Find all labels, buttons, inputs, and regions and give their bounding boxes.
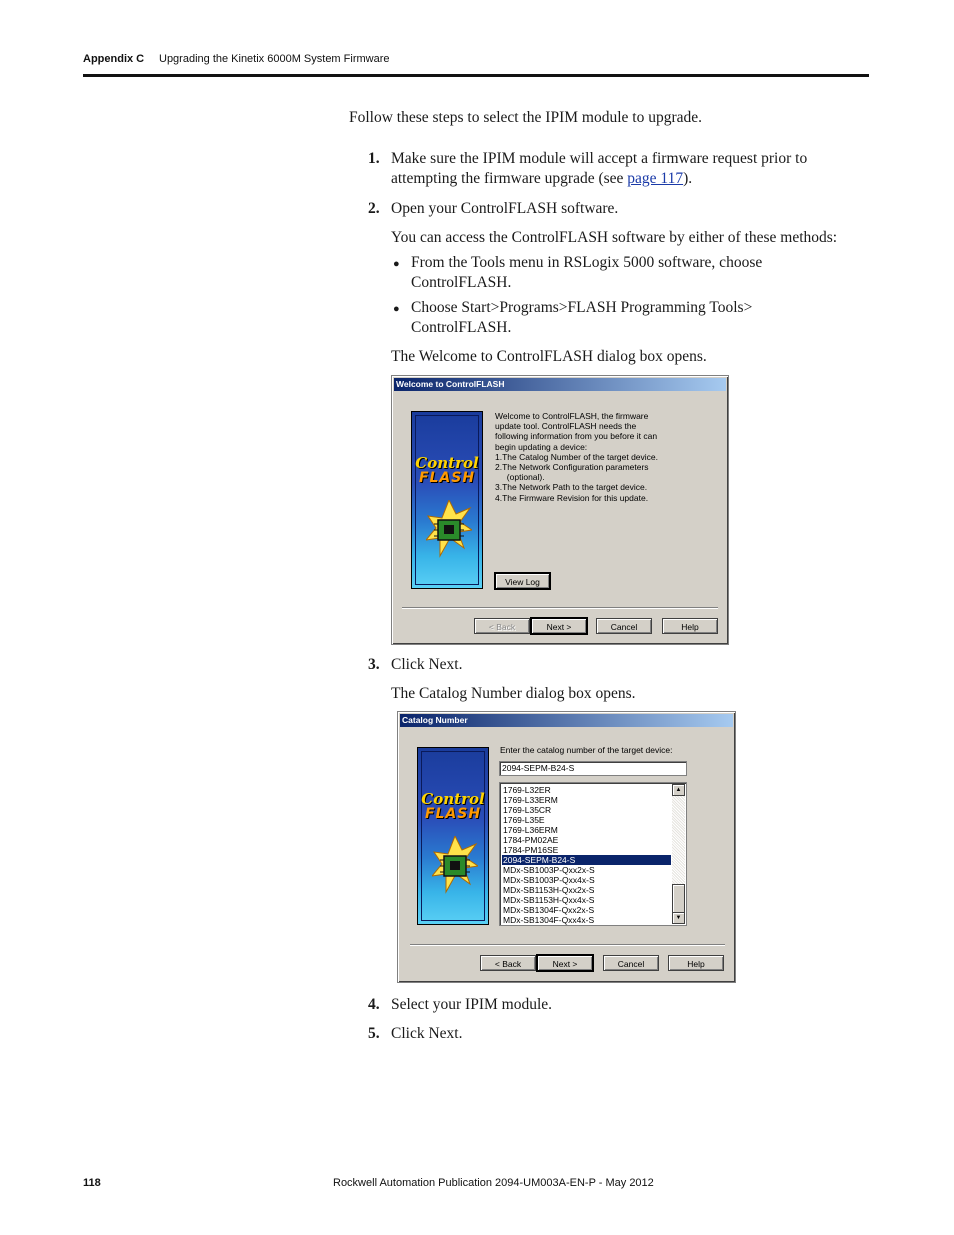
publication-info: Rockwell Automation Publication 2094-UM003A-EN-P - May 2012 [333, 1177, 654, 1189]
back-button[interactable]: < Back [480, 955, 536, 971]
step-3-text: Click Next. [391, 656, 463, 673]
list-item[interactable]: 1769-L36ERM [503, 825, 558, 835]
step-4-text: Select your IPIM module. [391, 996, 553, 1013]
back-button[interactable]: < Back [474, 618, 530, 634]
controlflash-logo [417, 747, 489, 925]
list-item[interactable]: MDx-SB1304F-Qxx4x-S [503, 915, 595, 925]
list-item[interactable]: 1769-L33ERM [503, 795, 558, 805]
step-5-number: 5. [368, 1025, 380, 1042]
step-4-number: 4. [368, 996, 380, 1013]
next-button[interactable]: Next > [531, 618, 587, 634]
step-2-number: 2. [368, 200, 380, 217]
catalog-number-input[interactable]: 2094-SEPM-B24-S [499, 761, 687, 776]
method-2-line-2: ControlFLASH. [411, 319, 512, 336]
header-rule [83, 74, 869, 77]
catalog-opens-text: The Catalog Number dialog box opens. [391, 685, 636, 702]
chip-lightning-icon [432, 836, 478, 894]
catalog-dialog-titlebar: Catalog Number [400, 714, 733, 727]
cancel-button[interactable]: Cancel [603, 955, 659, 971]
intro-paragraph: Follow these steps to select the IPIM module to upgrade. [349, 109, 702, 126]
separator [410, 944, 725, 946]
list-item[interactable]: MDx-SB1153H-Qxx2x-S [503, 885, 595, 895]
list-scrollbar[interactable] [672, 784, 685, 924]
catalog-number-dialog [397, 711, 736, 983]
chip-lightning-icon [426, 500, 472, 558]
appendix-label: Appendix C [83, 53, 145, 65]
catalog-number-list[interactable] [499, 782, 687, 926]
list-item[interactable]: 1769-L32ER [503, 785, 551, 795]
list-item[interactable]: MDx-SB1153H-Qxx4x-S [503, 895, 595, 905]
list-item[interactable]: 1769-L35CR [503, 805, 552, 815]
cancel-button[interactable]: Cancel [596, 618, 652, 634]
step-3-number: 3. [368, 656, 380, 673]
step-2-text: Open your ControlFLASH software. [391, 200, 619, 217]
chapter-title: Upgrading the Kinetix 6000M System Firmware [159, 53, 390, 65]
scroll-thumb[interactable] [672, 884, 685, 914]
help-button[interactable]: Help [662, 618, 718, 634]
separator [402, 607, 718, 609]
list-item[interactable]: MDx-SB1003P-Qxx2x-S [503, 865, 595, 875]
logo-text-control: Control [415, 454, 479, 472]
list-item[interactable]: 1784-PM02AE [503, 835, 559, 845]
step-5-text: Click Next. [391, 1025, 463, 1042]
method-1-line-1: From the Tools menu in RSLogix 5000 software, choose [411, 254, 763, 271]
logo-text-flash: FLASH [424, 806, 482, 822]
page-number: 118 [83, 1177, 101, 1189]
list-item[interactable]: MDx-SB1003P-Qxx4x-S [503, 875, 595, 885]
controlflash-logo [411, 411, 483, 589]
help-button[interactable]: Help [668, 955, 724, 971]
list-item[interactable]: 1784-PM16SE [503, 845, 559, 855]
logo-text-control: Control [421, 790, 485, 808]
step-1-line-2 [391, 169, 692, 189]
welcome-dialog [391, 375, 729, 645]
list-item[interactable]: MDx-SB1304F-Qxx2x-S [503, 905, 595, 915]
page-117-link[interactable]: page 117 [627, 170, 684, 187]
bullet-icon: ● [393, 303, 400, 315]
access-methods-text: You can access the ControlFLASH software by either of these methods: [391, 229, 838, 246]
catalog-prompt: Enter the catalog number of the target device: [500, 745, 673, 755]
list-item[interactable]: 1769-L35E [503, 815, 545, 825]
step-1-line-1: Make sure the IPIM module will accept a firmware request prior to [391, 150, 808, 167]
next-button[interactable]: Next > [537, 955, 593, 971]
logo-text-flash: FLASH [418, 470, 476, 486]
list-item[interactable]: 2094-SEPM-B24-S [502, 855, 671, 865]
step-1-text-pre: attempting the firmware upgrade (see [391, 170, 628, 187]
welcome-body-text: Welcome to ControlFLASH, the firmware update tool. ControlFLASH needs the following information from you before it can begin updating a device: 1.The Catalog Number of the target device. 2.The Network Configuration parameters (optional). 3.The Network Path to the target device. 4.The Firmware Revision for this update. [495, 411, 659, 503]
bullet-icon: ● [393, 258, 400, 270]
catalog-list-items [502, 785, 671, 925]
step-1-text-post: ). [683, 170, 693, 187]
view-log-button[interactable]: View Log [495, 573, 550, 589]
scroll-down-icon[interactable]: ▼ [672, 912, 685, 924]
step-1-number: 1. [368, 150, 380, 167]
welcome-dialog-titlebar: Welcome to ControlFLASH [394, 378, 726, 391]
scroll-up-icon[interactable]: ▲ [672, 784, 685, 796]
welcome-opens-text: The Welcome to ControlFLASH dialog box opens. [391, 348, 707, 365]
method-2-line-1: Choose Start>Programs>FLASH Programming Tools> [411, 299, 753, 316]
method-1-line-2: ControlFLASH. [411, 274, 512, 291]
